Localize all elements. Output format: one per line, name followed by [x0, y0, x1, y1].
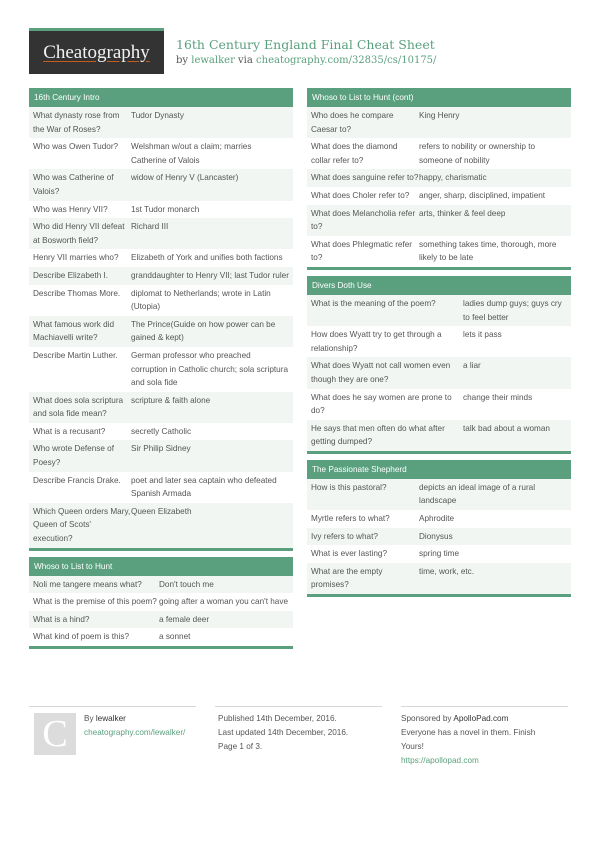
question-cell: Who was Henry VII?: [33, 204, 108, 214]
section-16th-century-intro: [29, 88, 293, 551]
question-cell: Who wrote Defense of Poesy?: [33, 444, 115, 468]
answer-cell: lets it pass: [463, 330, 502, 340]
table-row: [29, 107, 293, 138]
answer-cell: 1st Tudor monarch: [131, 204, 200, 214]
table-row: [307, 420, 571, 451]
table-row: [307, 236, 571, 267]
updated-date: Last updated 14th December, 2016.: [218, 728, 349, 737]
answer-cell: change their minds: [463, 392, 533, 402]
section-whoso-cont: [307, 88, 571, 270]
byline: by lewalker via cheatography.com/32835/cs/10175/: [176, 55, 437, 66]
question-cell: Myrtle refers to what?: [311, 514, 390, 524]
answer-cell: refers to nobility or ownership to someone of nobility: [419, 142, 536, 165]
answer-cell: widow of Henry V (Lancaster): [131, 173, 239, 183]
footer-sponsor: Sponsored by ApolloPad.com Everyone has a novel in them. Finish Yours! https://apollopad.com: [401, 712, 551, 768]
answer-cell: Aphrodite: [419, 514, 455, 524]
answer-cell: talk bad about a woman: [463, 423, 550, 433]
question-cell: Who was Owen Tudor?: [33, 142, 119, 152]
question-cell: What is ever lasting?: [311, 549, 387, 559]
question-cell: Noli me tangere means what?: [33, 579, 142, 589]
answer-cell: Tudor Dynasty: [131, 111, 184, 120]
answer-cell: a female deer: [159, 614, 210, 624]
question-cell: Which Queen orders Mary, Queen of Scots' execution?: [33, 506, 131, 544]
answer-cell: a sonnet: [159, 632, 191, 642]
answer-cell: Welshman w/out a claim; marries Catherine of Valois: [131, 142, 252, 165]
answer-cell: spring time: [419, 549, 460, 559]
sponsor-name: ApolloPad.com: [453, 714, 509, 723]
question-cell: What dynasty rose from the War of Roses?: [33, 111, 120, 134]
table-row: [29, 285, 293, 316]
table-row: [29, 316, 293, 347]
question-cell: Describe Francis Drake.: [33, 475, 121, 485]
table-row: [29, 201, 293, 219]
table-row: [307, 528, 571, 546]
table-row: [29, 611, 293, 629]
table-row: [307, 545, 571, 563]
question-cell: What is a hind?: [33, 614, 90, 624]
table-row: [307, 295, 571, 326]
table-row: [29, 267, 293, 285]
footer-divider: [401, 706, 568, 707]
table-row: [29, 249, 293, 267]
table-row: [29, 628, 293, 646]
answer-cell: Sir Philip Sidney: [131, 444, 191, 454]
question-cell: What does sola scriptura and sola fide mean?: [33, 395, 124, 419]
question-cell: What is the premise of this poem?: [33, 597, 157, 607]
question-cell: Who does he compare Caesar to?: [311, 111, 394, 134]
answer-cell: Richard III: [131, 222, 169, 232]
section-passionate-shepherd: [307, 460, 571, 597]
answer-cell: time, work, etc.: [419, 566, 475, 576]
question-cell: What does the diamond collar refer to?: [311, 142, 398, 165]
footer-divider: [215, 706, 382, 707]
question-cell: What famous work did Machiavelli write?: [33, 319, 114, 343]
question-cell: What is a recusant?: [33, 426, 106, 436]
table-row: [307, 187, 571, 205]
right-column: [307, 88, 571, 603]
question-cell: What kind of poem is this?: [33, 632, 130, 642]
question-cell: What does Phlegmatic refer to?: [311, 239, 413, 263]
question-cell: What does he say women are prone to do?: [311, 392, 452, 416]
question-cell: What does Wyatt not call women even though they are one?: [311, 361, 451, 384]
logo-text: Cheatography: [43, 41, 150, 63]
sponsor-text: Everyone has a novel in them. Finish Yours!: [401, 728, 536, 751]
question-cell: Ivy refers to what?: [311, 531, 378, 541]
section-title: 16th Century Intro: [29, 88, 293, 107]
answer-cell: poet and later sea captain who defeated Spanish Armada: [131, 475, 277, 499]
answer-cell: diplomat to Netherlands; wrote in Latin (Utopia): [131, 288, 271, 312]
footer-divider: [29, 706, 196, 707]
table-row: [29, 440, 293, 471]
question-cell: He says that men often do what after getting dumped?: [311, 423, 445, 447]
sheet-url-link[interactable]: cheatography.com/32835/cs/10175/: [256, 55, 437, 66]
answer-cell: anger, sharp, disciplined, impatient: [419, 190, 546, 200]
answer-cell: arts, thinker & feel deep: [419, 208, 506, 218]
answer-cell: a liar: [463, 361, 481, 371]
table-row: [307, 138, 571, 169]
table-row: [307, 357, 571, 388]
answer-cell: King Henry: [419, 111, 460, 120]
table-row: [307, 169, 571, 187]
answer-cell: ladies dump guys; guys cry to feel better: [463, 298, 562, 322]
table-row: [29, 392, 293, 423]
author-avatar[interactable]: C: [34, 713, 76, 755]
answer-cell: something takes time, thorough, more likely to be late: [419, 239, 557, 263]
table-row: [29, 593, 293, 611]
answer-cell: Queen Elizabeth: [131, 506, 192, 516]
section-title: Divers Doth Use: [307, 276, 571, 295]
question-cell: What does Melancholia refer to?: [311, 208, 416, 232]
page-title: 16th Century England Final Cheat Sheet: [176, 37, 435, 52]
answer-cell: secretly Catholic: [131, 426, 192, 436]
table-row: [307, 389, 571, 420]
question-cell: Describe Elizabeth I.: [33, 270, 109, 280]
question-cell: Who did Henry VII defeat at Bosworth field?: [33, 222, 125, 245]
footer-publish-info: [218, 712, 348, 754]
question-cell: Describe Martin Luther.: [33, 350, 118, 360]
table-row: [29, 218, 293, 249]
question-cell: Who was Catherine of Valois?: [33, 173, 114, 196]
answer-cell: happy, charismatic: [419, 173, 487, 183]
sponsor-link[interactable]: https://apollopad.com: [401, 756, 479, 765]
answer-cell: German professor who preached corruption in Catholic church; sola scriptura and sola fide: [131, 350, 288, 388]
table-row: [307, 326, 571, 357]
answer-cell: depicts an ideal image of a rural landscape: [419, 482, 536, 506]
question-cell: What does sanguine refer to?: [311, 173, 419, 183]
page-number: Page 1 of 3.: [218, 742, 263, 751]
left-column: [29, 88, 293, 655]
answer-cell: going after a woman you can't have: [159, 597, 289, 607]
question-cell: How is this pastoral?: [311, 482, 387, 492]
question-cell: What is the meaning of the poem?: [311, 298, 436, 308]
author-link[interactable]: lewalker: [191, 55, 235, 66]
footer-author-block: By lewalker cheatography.com/lewalker/: [84, 712, 185, 740]
table-row: [29, 347, 293, 392]
table-row: [29, 138, 293, 169]
question-cell: Describe Thomas More.: [33, 288, 121, 298]
section-whoso-to-list-to-hunt: [29, 557, 293, 649]
question-cell: What are the empty promises?: [311, 566, 383, 590]
table-row: [29, 472, 293, 503]
table-row: [307, 479, 571, 510]
table-row: [307, 205, 571, 236]
answer-cell: Don't touch me: [159, 579, 214, 589]
question-cell: How does Wyatt try to get through a relationship?: [311, 330, 442, 353]
section-title: The Passionate Shepherd: [307, 460, 571, 479]
footer-author-name: lewalker: [95, 714, 126, 723]
section-title: Whoso to List to Hunt (cont): [307, 88, 571, 107]
answer-cell: Dionysus: [419, 531, 453, 541]
question-cell: What does Choler refer to?: [311, 190, 410, 200]
cheatography-logo[interactable]: [29, 28, 164, 74]
table-row: [29, 576, 293, 594]
question-cell: Henry VII marries who?: [33, 253, 119, 263]
table-row: [29, 169, 293, 200]
table-row: [29, 423, 293, 441]
answer-cell: granddaughter to Henry VII; last Tudor ruler: [131, 270, 289, 280]
table-row: [307, 510, 571, 528]
answer-cell: Elizabeth of York and unifies both factions: [131, 253, 283, 263]
table-row: [307, 107, 571, 138]
table-row: [29, 503, 293, 548]
answer-cell: The Prince(Guide on how power can be gained & kept): [131, 319, 276, 343]
table-row: [307, 563, 571, 594]
section-title: Whoso to List to Hunt: [29, 557, 293, 576]
section-divers-doth-use: [307, 276, 571, 454]
footer-author-link[interactable]: cheatography.com/lewalker/: [84, 728, 186, 737]
published-date: Published 14th December, 2016.: [218, 714, 337, 723]
answer-cell: scripture & faith alone: [131, 395, 211, 405]
